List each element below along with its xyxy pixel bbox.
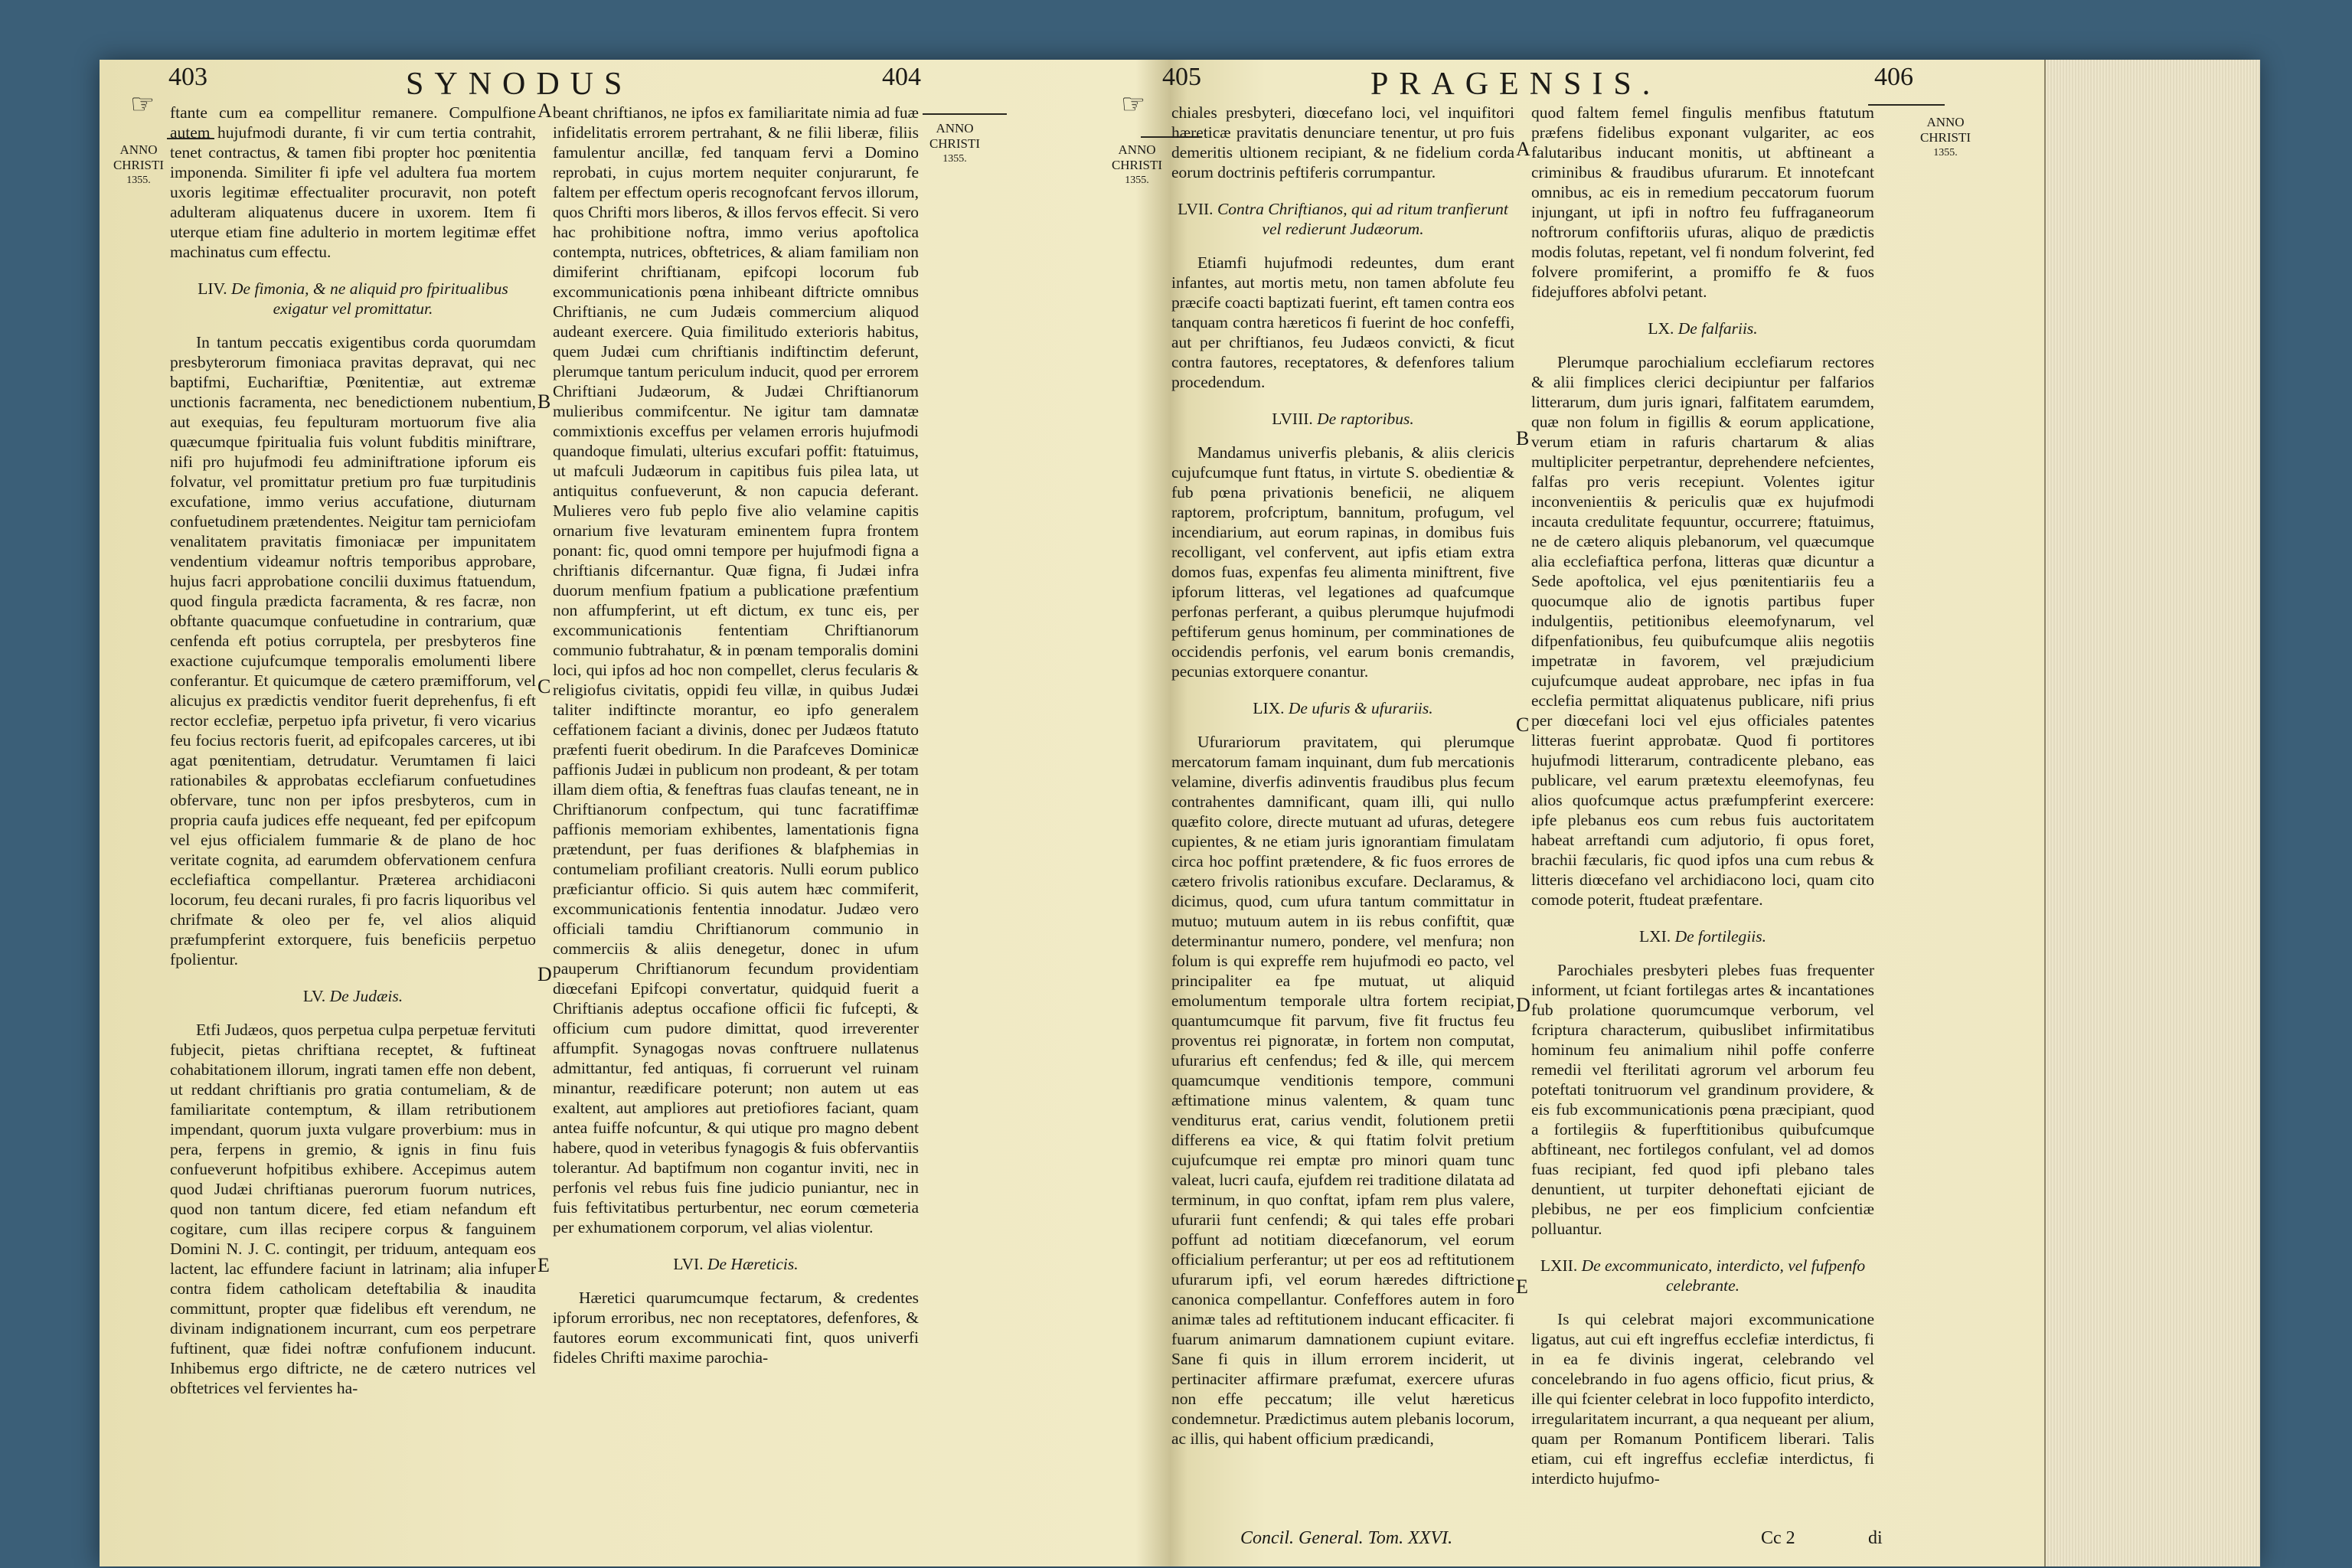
section-heading: LIX. De ufuris & ufurariis.: [1253, 699, 1433, 717]
page-number: 403: [168, 63, 207, 91]
catchword: di: [1868, 1528, 1883, 1548]
paragraph: Hæretici quarumcumque fectarum, & credentes ipforum erroribus, nec non receptatores, defenfores, & fautores eorum excommunicati fint, quos univerfi fideles Chrifti maxime parochia-: [553, 1289, 919, 1367]
section-heading: LIV. De fimonia, & ne aliquid pro fpiritualibus exigatur vel promittatur.: [198, 279, 508, 318]
paragraph: Etiamfi hujufmodi redeuntes, dum erant infantes, aut mortis metu, non tamen abfolute feu præcife coacti baptizati fuerint, eft tamen contra eos tanquam contra hæreticos fi fuerint de hoc confeffi, aut per chriftianos, feu Judæos convicti, & ficut contra fautores, receptatores, & defenfores talium procedendum.: [1171, 253, 1514, 391]
paragraph: ftante cum ea compellitur remanere. Compulfione autem hujufmodi durante, fi vir cum tertia contrahit, tenet contractus, & tamen fibi propter hoc pœnitentia imponenda. Similiter fi ipfe vel adultera fua mortem uxoris legitimæ effectualiter procuravit, non poteft adulteram aliquatenus ducere in uxorem. Item fi uterque etiam fine adulterio in mortem legitimæ effet machinatus cum effectu.: [170, 103, 536, 261]
margin-letter: B: [1516, 427, 1530, 449]
page-number: 404: [882, 63, 921, 91]
anno-christi-label: ANNO CHRISTI 1355.: [929, 121, 981, 165]
margin-letter: B: [537, 390, 551, 413]
anno-christi-label: ANNO CHRISTI 1355.: [1919, 115, 1971, 158]
pointing-hand-icon: ☞: [130, 89, 155, 120]
section-heading: LVIII. De raptoribus.: [1272, 410, 1414, 428]
right-page: [1111, 60, 2037, 1566]
running-head: PRAGENSIS.: [1370, 67, 1661, 102]
margin-letter: C: [1516, 714, 1530, 736]
paragraph: Parochiales presbyteri plebes fuas frequenter informent, ut fciant fortilegas artes & incantationes fub prolatione quorumcumque verborum, vel fcriptura characterum, quibuslibet infirmitatibus hominum feu animalium nihil poffe conferre remedii vel fterilitati agrorum vel arborum feu poteftati tonitruorum vel grandinum providere, & eis fub excommunicationis pœna præcipiant, quod a fortilegiis & fuperftitionibus quibufcumque abftineant, nec fortilegos confulant, vel ad domos fuas recipiant, fed quod ipfi plebano tales denuntient, ut turpiter dehoneftati ejiciant de plebibus, ne per eos fimplicium confcientiæ polluantur.: [1531, 961, 1874, 1238]
text-column-2: [553, 103, 919, 1367]
paragraph: Etfi Judæos, quos perpetua culpa perpetuæ fervituti fubjecit, pietas chriftiana receptet, & fuftineat cohabitationem illorum, ingrati tamen effe non debent, ut reddant chriftianis pro gratia contumeliam, & de familiaritate contemptum, & illam retributionem impendant, quorum juxta vulgare proverbium: mus in pera, ferpens in gremio, & ignis in finu fuis confueverunt hofpitibus exhibere. Accepimus autem quod Judæi chriftianas puerorum fuorum nutrices, quod non tantum dicere, fed etiam nefandum eft cogitare, cum illas recipere corpus & fanguinem Domini N. J. C. contingit, per triduum, antequam eos lactent, lac effundere faciunt in latrinam; alia infuper contra fidem catholicam deteftabilia & inaudita committunt, propter quæ fidelibus eft verendum, ne divinam indignationem incurrant, cum eos perpetrare fuftinent, quæ fidei noftræ confufionem inducunt. Inhibemus ergo diftricte, ne de cætero nutrices vel obftetrices vel fervientes ha-: [170, 1021, 536, 1397]
open-book: [100, 60, 2259, 1566]
text-column-2: [1531, 103, 1874, 1488]
page-number: 406: [1874, 63, 1913, 91]
paragraph: quod faltem femel fingulis menfibus ftatutum præfens fidelibus exponant vulgariter, ac eos falutaribus inducant monitis, ut abftineant a criminibus & fraudibus ufurarum. Et innotefcant omnibus, ac eis in remedium peccatorum fuorum injungant, ut ipfi in noftro feu fuffraganeorum noftrorum confiftoriis ufuras, aliquo de prædictis modis folutas, repetant, vel fi nondum folverint, fed folvere promiferint, a promiffo fe & fuos fidejuffores abfolvi petant.: [1531, 103, 1874, 301]
pointing-hand-icon: ☞: [1121, 89, 1146, 120]
section-heading: LXI. De fortilegiis.: [1638, 927, 1766, 946]
paragraph: Ufurariorum pravitatem, qui plerumque mercatorum famam inquinant, dum fub mercationis velamine, diverfis adinventis fraudibus plus fecum contrahentes damnificant, quam illi, qui nullo quæfito colore, directe mutuant ad ufuras, detegere cupientes, & ne etiam juris ignorantiam fimulatam circa hoc poffint prætendere, & fic fuos errores de cætero frivolis rationibus excufare. Declaramus, & dicimus, quod, cum ufura tantum committatur in mutuo; mutuum autem in iis rebus confiftit, quæ determinantur numero, pondere, vel menfura; non folum is qui expreffe rem hujufmodi eo pacto, vel principaliter ea fpe mutuat, ut aliquid emolumentum temporale ultra fortem recipiat, quantumcumque fit parvum, five fit fructus feu proventus rei pignoratæ, in fortem non computat, ufurarius eft cenfendus; fed & ille, qui mercem quamcumque venditionis tempore, communi æftimatione minus valentem, & quam tunc venditurus erat, carius vendit, folutionem pretii differens ea vice, & qui ftatim folvit pretium cujufcumque rei emptæ pro minori quam tunc valeat, lucri caufa, ejufdem rei traditione dilatata ad terminum, in quo conftat, ipfam rem plus valere, ufurarii funt cenfendi; & qui tales effe probari poffunt ad notitiam diœcefanorum, vel eorum officialium perferantur; ut per eos ad reftitutionem ufurarum ipfi, vel eorum hæredes diftrictione canonica compellantur. Confeffores autem in foro animæ tales ad reftitutionem inducant efficaciter. fi fuarum animarum damnationem cupiunt evitare. Sane fi quis in illum errorem inciderit, ut pertinaciter affirmare præfumat, exercere ufuras non effe peccatum; ille velut hæreticus condemnetur. Prædictimus autem plebanis locorum, ac illis, qui habent officium prædicandi,: [1171, 733, 1514, 1448]
margin-letter: A: [1516, 138, 1530, 160]
anno-christi-label: ANNO CHRISTI 1355.: [113, 142, 165, 186]
paragraph: chiales presbyteri, diœcefano loci, vel inquifitori hæreticæ pravitatis denunciare tenentur, ut pro fuis demeritis ultionem recipiant, & ne fidelium corda eorum doctrinis peftiferis corrumpantur.: [1171, 103, 1514, 181]
margin-letter: C: [537, 675, 551, 697]
paragraph: Plerumque parochialium ecclefiarum rectores & alii fimplices clerici decipiuntur per falfarios litterarum, dum juris ignari, falfitatem earumdem, quæ non folum in figillis & eorum applicatione, verum etiam in rafuris chartarum & alias multipliciter perpetrantur, deprehendere nefcientes, falfas pro veris recepiunt. Volentes igitur inconvenientiis & periculis quæ ex hujufmodi incauta credulitate fequuntur, occurrere; ftatuimus, ne de cætero aliquis plebanorum, vel quæcumque alia ecclefiaftica perfona, litteras quæ dicuntur a Sede apoftolica, vel ejus pœnitentiariis feu a quocumque alio de ignotis partibus fuper indulgentiis, petitionibus eleemofynarum, vel difpenfationibus, feu quibufcumque aliis negotiis impetratæ in favorem, vel præjudicium cujufcumque audeat approbare, nec ipfas in fua ecclefia permittat aliquatenus publicare, nifi prius per diœcefani loci vel ejus officiales patentes litteras fuerint approbatæ. Quod fi portitores hujufmodi litterarum, contradicente plebano, eas publicare, vel earum prætextu eleemofynas, feu alios quofcumque actus præfumpferint exercere: ipfe plebanus eos cum rebus fuis auctoritatem habeat arreftandi cum adjutorio, fi opus foret, brachii fæcularis, fic quod ipfos una cum rebus & litteris diœcefano vel archidiacono loci, quam cito comode poterit, ftudeat præfentare.: [1531, 353, 1874, 909]
margin-letter: D: [1516, 994, 1530, 1016]
text-column-1: [170, 103, 536, 1398]
running-head: SYNODUS: [406, 67, 633, 102]
paragraph: Is qui celebrat majori excommunicatione ligatus, aut cui eft ingreffus ecclefiæ interdictus, fi in ea fe divinis ingerat, celebrando vel concelebrando in fuo agens officio, ficut prius, & ille qui fcienter celebrat in loco fuppofito interdicto, irregularitatem incurrant, a qua nequeant per alium, quam per Romanum Pontificem liberari. Talis etiam, cui eft ingreffus ecclefiæ interdictus, fi interdicto hujufmo-: [1531, 1310, 1874, 1488]
anno-christi-label: ANNO CHRISTI 1355.: [1111, 142, 1163, 186]
paragraph: beant chriftianos, ne ipfos ex familiaritate nimia ad fuæ infidelitatis errorem pertrahant, & ne filii liberæ, filiis famulentur ancillæ, fed tanquam fervi a Domino reprobati, in cujus mortem nequiter conjurarunt, fe faltem per effectum operis recognofcant fervos illorum, quos Chrifti mors liberos, & illos fervos effecit. Si vero hac prohibitione noftra, immo verius apoftolica contempta, nutrices, obftetrices, & aliam familiam non dimiferint chriftianam, epifcopi locorum fub excommunicationis pœna inhibeant diftricte omnibus Chriftianis, ne cum Judæis commercium aliquod audeant exercere. Quia fimilitudo exterioris habitus, quem Judæi cum chriftianis indiftinctim deferunt, plerumque tantum periculum inducit, quod per errorem Chriftiani Judæorum, & Judæi Chriftianorum mulieribus commifcentur. Ne igitur tam damnatæ commixtionis exceffus per velamen erroris hujufmodi quandoque fimulati, ulterius excufari poffit: ftatuimus, ut mafculi Judæorum in capitibus fuis pilea lata, ut antiquitus confueverunt, & non capucia deferant. Mulieres vero fub peplo five alio velamine capitis ornarium five levaturam eminentem fupra frontem ponant: fic, quod omni tempore per hujufmodi figna a chriftianis difcernantur. Quæ figna, fi Judæi infra duorum menfium fpatium a publicatione præfentium non affumpferint, ut eft dictum, ex tunc eis, per excommunicationis fententiam Chriftianorum communio fubtrahatur, & in pœnam temporalis domini loci, qui ipfos ad hoc non compellet, clerus fecularis & religiofus civitatis, oppidi feu villæ, in quibus Judæi taliter indiftincte morantur, eo ipfo generalem ceffationem faciant a divinis, donec per Judæos ftatuto præfenti fuerit obedirum. In die Parafceves Dominicæ paffionis Judæi in publicum non prodeant, & per totam illam diem oftia, & feneftras fuas claufas teneant, ne in Chriftianorum confpectum, qui tunc facratiffimæ paffionis memoriam exhibentes, lamentationis figna prætendunt, per fuas derifiones & blafphemias in contumeliam profiliant creatoris. Nulli eorum publico præficiantur officio. Si quis autem hæc commiferit, excommunicationis fententia innodatur. Judæo vero officiali tamdiu Chriftianorum communio in commerciis & aliis denegetur, donec in ufum pauperum Chriftianorum fecundum providentiam diœcefani Epifcopi convertatur, quidquid fuerit a Chriftianis adeptus occafione officii fic fufcepti, & officium cum pudore dimittat, quod irreverenter affumpfit. Synagogas novas conftruere nullatenus admittantur, fed antiquas, fi corruerunt vel ruinam minantur, reædificare poterunt; non autem ut eas exaltent, aut ampliores aut pretiofiores faciant, quam antea fuiffe nofcuntur, & qui utique pro magno debent habere, quod in veteribus fynagogis & fuis obfervantiis tolerantur. Ad baptifmum non cogantur inviti, nec in perfonis vel rebus fuis fine judicio puniantur, nec in fuis feftivitatibus perturbentur, nec eorum cœmeteria per exhumationem corporum, vel alias violentur.: [553, 103, 919, 1236]
page-number: 405: [1162, 63, 1201, 91]
paragraph: Mandamus univerfis plebanis, & aliis clericis cujufcumque funt ftatus, in virtute S. obedientiæ & fub pœna privationis beneficii, ne aliquem raptorem, profcriptum, bannitum, profugum, vel incendiarium, aut eorum rapinas, in domibus fuis recolligant, vel confervent, aut ipfis etiam extra domos fuas, expenfas feu alimenta miniftrent, five ipforum litteras, vel legationes ad quafcumque perfonas perferant, a quibus plerumque hujufmodi peftiferum genus hominum, per comminationes de occidendis perfonis, vel earum bonis cremandis, pecunias extorquere conantur.: [1171, 443, 1514, 681]
margin-letter: E: [1516, 1276, 1528, 1298]
signature-mark: Cc 2: [1761, 1528, 1795, 1548]
margin-letter: E: [537, 1254, 550, 1276]
section-heading: LXII. De excommunicato, interdicto, vel fufpenfo celebrante.: [1540, 1256, 1866, 1295]
text-column-1: [1171, 103, 1514, 1449]
section-heading: LVI. De Hæreticis.: [673, 1255, 799, 1273]
page-edges: [2044, 60, 2260, 1566]
section-heading: LVII. Contra Chriftianos, qui ad ritum tranfierunt vel redierunt Judæorum.: [1178, 200, 1508, 238]
margin-letter: D: [537, 963, 552, 985]
left-page: [100, 60, 1125, 1566]
margin-letter: A: [537, 100, 552, 122]
paragraph: In tantum peccatis exigentibus corda quorumdam presbyterorum fimoniaca pravitas depravat, qui nec baptifmi, Euchariftiæ, Pœnitentiæ, aut extremæ unctionis facramenta, nec benedictionem nubentium, aut exequias, feu fepulturam mortuorum five alia quæcumque fpiritualia fuis volunt fubditis miniftrare, nifi pro hujufmodi feu adminiftratione ipforum eis folvatur, vel promittatur pretium pro fuæ turpitudinis excufatione, immo verius accufatione, diuturnam confuetudinem prætendentes. Neigitur tam perniciofam venalitatem pravitatis fimoniacæ per impunitatem vendentium videamur noftris temporibus approbare, hujus facri approbatione concilii duximus ftatuendum, quod fingula prædicta facramenta, & res facræ, non obftante quacumque confuetudine in contrarium, quæ cenfenda eft potius corruptela, per presbyteros fine exactione cujufcumque temporalis emolumenti libere conferantur. Et quicumque de cætero præmifforum, vel alicujus ex prædictis venditor fuerit deprehenfus, fi eft rector ecclefiæ, perpetuo ipfa privetur, fi vero vicarius feu focius rectoris fuerit, ad epifcopales carceres, ut ibi agat pœnitentiam, detrudatur. Verumtamen fi laici rationabiles & approbatas ecclefiarum confuetudines obfervare, tunc non per ipfos presbyteros, cum in propria caufa judices effe nequeant, fed per epifcopum vel ejus officialem fummarie & de plano de hoc veritate cognita, ad earumdem obfervationem cenfura ecclefiaftica compellantur. Præterea archidiaconi locorum, feu decani rurales, fi pro facris liquoribus vel chrifmate & oleo per fe, vel alios aliquid præfumpferint extorquere, fuis beneficiis perpetuo fpolientur.: [170, 333, 536, 969]
section-heading: LV. De Judæis.: [302, 987, 403, 1005]
section-heading: LX. De falfariis.: [1648, 319, 1758, 338]
margin-rule: [923, 113, 1007, 115]
volume-footer: Concil. General. Tom. XXVI.: [1240, 1528, 1453, 1548]
margin-rule: [1868, 104, 1945, 106]
